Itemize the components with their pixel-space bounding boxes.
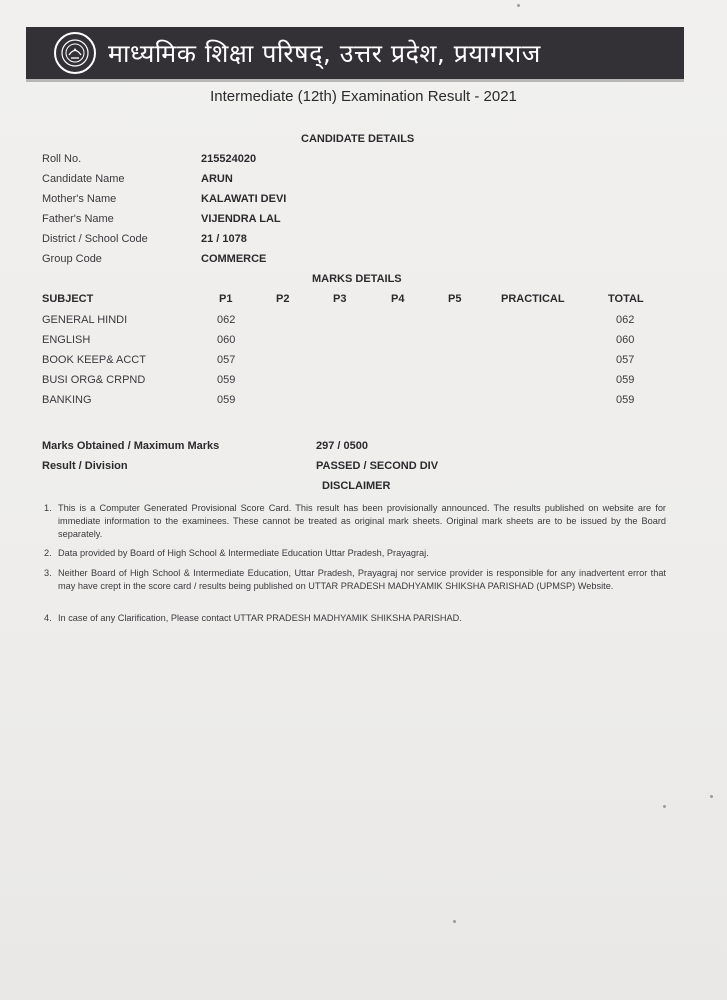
table-row-subject: ENGLISH: [42, 334, 91, 346]
candidate-label: Candidate Name: [42, 173, 125, 185]
paper-mark: [453, 920, 456, 923]
board-banner: [26, 27, 684, 82]
disclaimer-text: In case of any Clarification, Please contact UTTAR PRADESH MADHYAMIK SHIKSHA PARISHAD.: [58, 613, 462, 623]
exam-title: Intermediate (12th) Examination Result - 2021: [210, 88, 517, 105]
table-row-total: 059: [616, 394, 635, 406]
table-row-subject: BANKING: [42, 394, 92, 406]
column-header-total: TOTAL: [608, 293, 644, 305]
candidate-label: Group Code: [42, 253, 102, 265]
column-header-practical: PRACTICAL: [501, 293, 565, 305]
column-header-p3: P3: [333, 293, 347, 305]
column-header-p4: P4: [391, 293, 405, 305]
table-row-subject: BOOK KEEP& ACCT: [42, 354, 146, 366]
table-row-total: 062: [616, 314, 635, 326]
disclaimer-item: [44, 567, 666, 593]
candidate-value: VIJENDRA LAL: [201, 213, 281, 225]
disclaimer-text: Neither Board of High School & Intermediate Education, Uttar Pradesh, Prayagraj nor service provider is responsible for any inadvertent error that may have crept in the score card / results being published on UTTAR PRADESH MADHYAMIK SHIKSHA PARISHAD (UPMSP) Website.: [58, 568, 666, 591]
marks-obtained-value: 297 / 0500: [316, 440, 368, 452]
candidate-value: 21 / 1078: [201, 233, 247, 245]
disclaimer-text: This is a Computer Generated Provisional Score Card. This result has been provisionally announced. The results published on website are for immediate information to the examinees. These cannot be treated as original mark sheets. Original mark sheets are to be issued by the Board separately.: [58, 503, 666, 539]
paper-mark: [517, 4, 520, 7]
result-division-label: Result / Division: [42, 460, 128, 472]
candidate-value: KALAWATI DEVI: [201, 193, 287, 205]
disclaimer-heading: DISCLAIMER: [322, 480, 391, 492]
disclaimer-item: [44, 502, 666, 541]
candidate-label: Mother's Name: [42, 193, 117, 205]
up-govt-emblem-icon: [54, 32, 96, 74]
paper-mark: [663, 805, 666, 808]
column-header-p1: P1: [219, 293, 233, 305]
candidate-label: Father's Name: [42, 213, 114, 225]
table-row-p1: 060: [217, 334, 236, 346]
candidate-value: 215524020: [201, 153, 257, 165]
disclaimer-number: 1.: [44, 503, 52, 513]
board-name: माध्यमिक शिक्षा परिषद्, उत्तर प्रदेश, प्रयागराज: [108, 39, 541, 68]
candidate-label: Roll No.: [42, 153, 82, 165]
table-row-p1: 059: [217, 394, 236, 406]
column-header-p5: P5: [448, 293, 462, 305]
table-row-total: 057: [616, 354, 635, 366]
table-row-p1: 059: [217, 374, 236, 386]
disclaimer-text: Data provided by Board of High School & Intermediate Education Uttar Pradesh, Prayagraj.: [58, 548, 429, 558]
disclaimer-number: 4.: [44, 613, 52, 623]
column-header-subject: SUBJECT: [42, 293, 94, 305]
paper-mark: [710, 795, 713, 798]
table-row-total: 060: [616, 334, 635, 346]
candidate-value: COMMERCE: [201, 253, 267, 265]
disclaimer-item: [44, 547, 666, 560]
disclaimer-item: [44, 612, 666, 625]
table-row-subject: BUSI ORG& CRPND: [42, 374, 146, 386]
marks-details-heading: MARKS DETAILS: [312, 273, 402, 285]
disclaimer-number: 3.: [44, 568, 52, 578]
table-row-p1: 057: [217, 354, 236, 366]
result-division-value: PASSED / SECOND DIV: [316, 460, 439, 472]
table-row-p1: 062: [217, 314, 236, 326]
marks-obtained-label: Marks Obtained / Maximum Marks: [42, 440, 220, 452]
candidate-value: ARUN: [201, 173, 233, 185]
candidate-details-heading: CANDIDATE DETAILS: [301, 133, 415, 145]
column-header-p2: P2: [276, 293, 290, 305]
table-row-subject: GENERAL HINDI: [42, 314, 128, 326]
disclaimer-number: 2.: [44, 548, 52, 558]
table-row-total: 059: [616, 374, 635, 386]
candidate-label: District / School Code: [42, 233, 148, 245]
